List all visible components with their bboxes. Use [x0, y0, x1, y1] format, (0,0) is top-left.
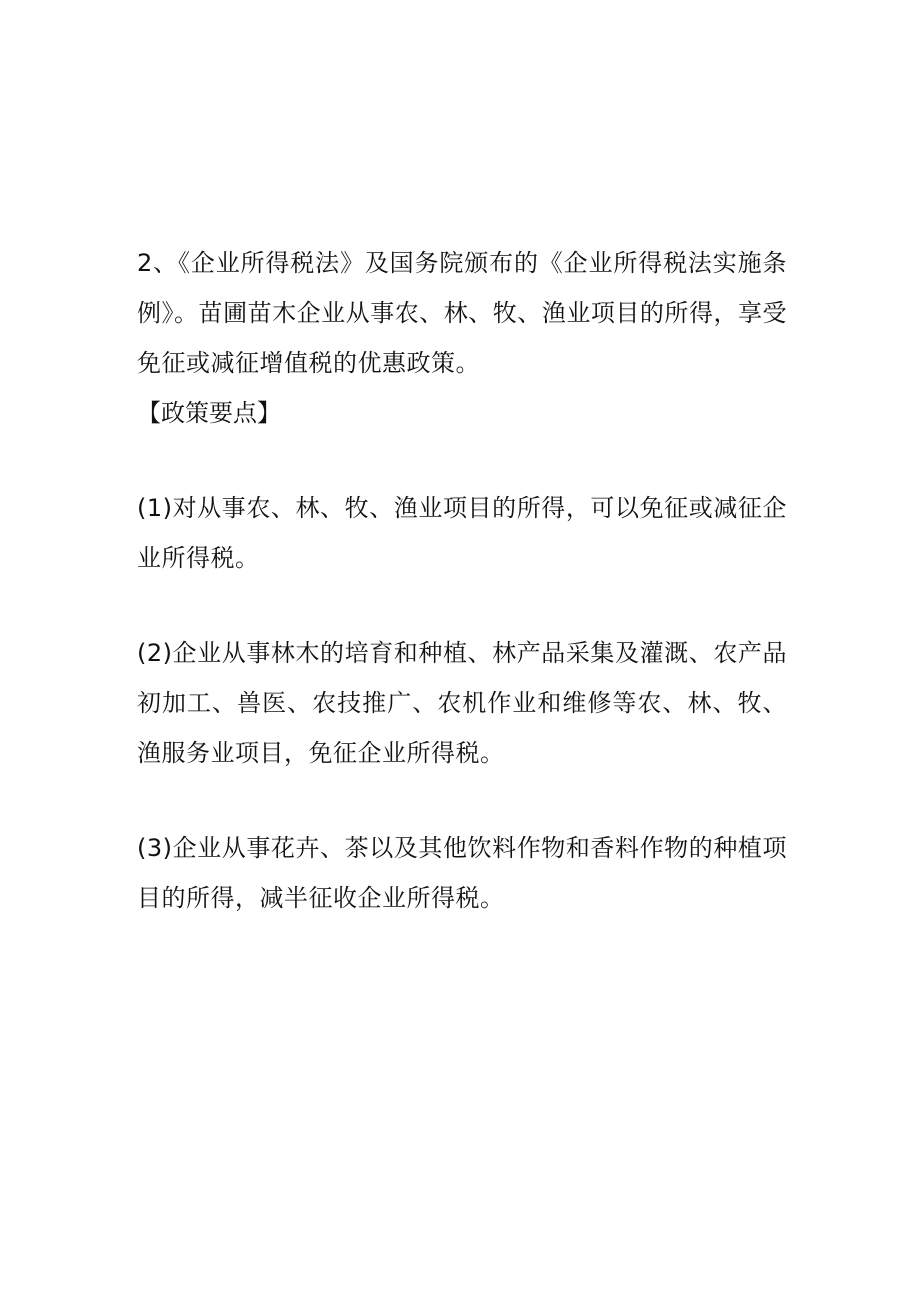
- document-body: [137, 238, 787, 923]
- policy-point-3: (3)企业从事花卉、茶以及其他饮料作物和香料作物的种植项目的所得，减半征收企业所得税。: [137, 834, 787, 912]
- intro-paragraph: 2、《企业所得税法》及国务院颁布的《企业所得税法实施条例》。苗圃苗木企业从事农、林、牧、渔业项目的所得，享受免征或减征增值税的优惠政策。: [137, 249, 787, 377]
- policy-point-1: (1)对从事农、林、牧、渔业项目的所得，可以免征或减征企业所得税。: [137, 494, 787, 572]
- policy-point-2: (2)企业从事林木的培育和种植、林产品采集及灌溉、农产品初加工、兽医、农技推广、农机作业和维修等农、林、牧、渔服务业项目，免征企业所得税。: [137, 639, 787, 767]
- policy-heading: 【政策要点】: [137, 399, 281, 427]
